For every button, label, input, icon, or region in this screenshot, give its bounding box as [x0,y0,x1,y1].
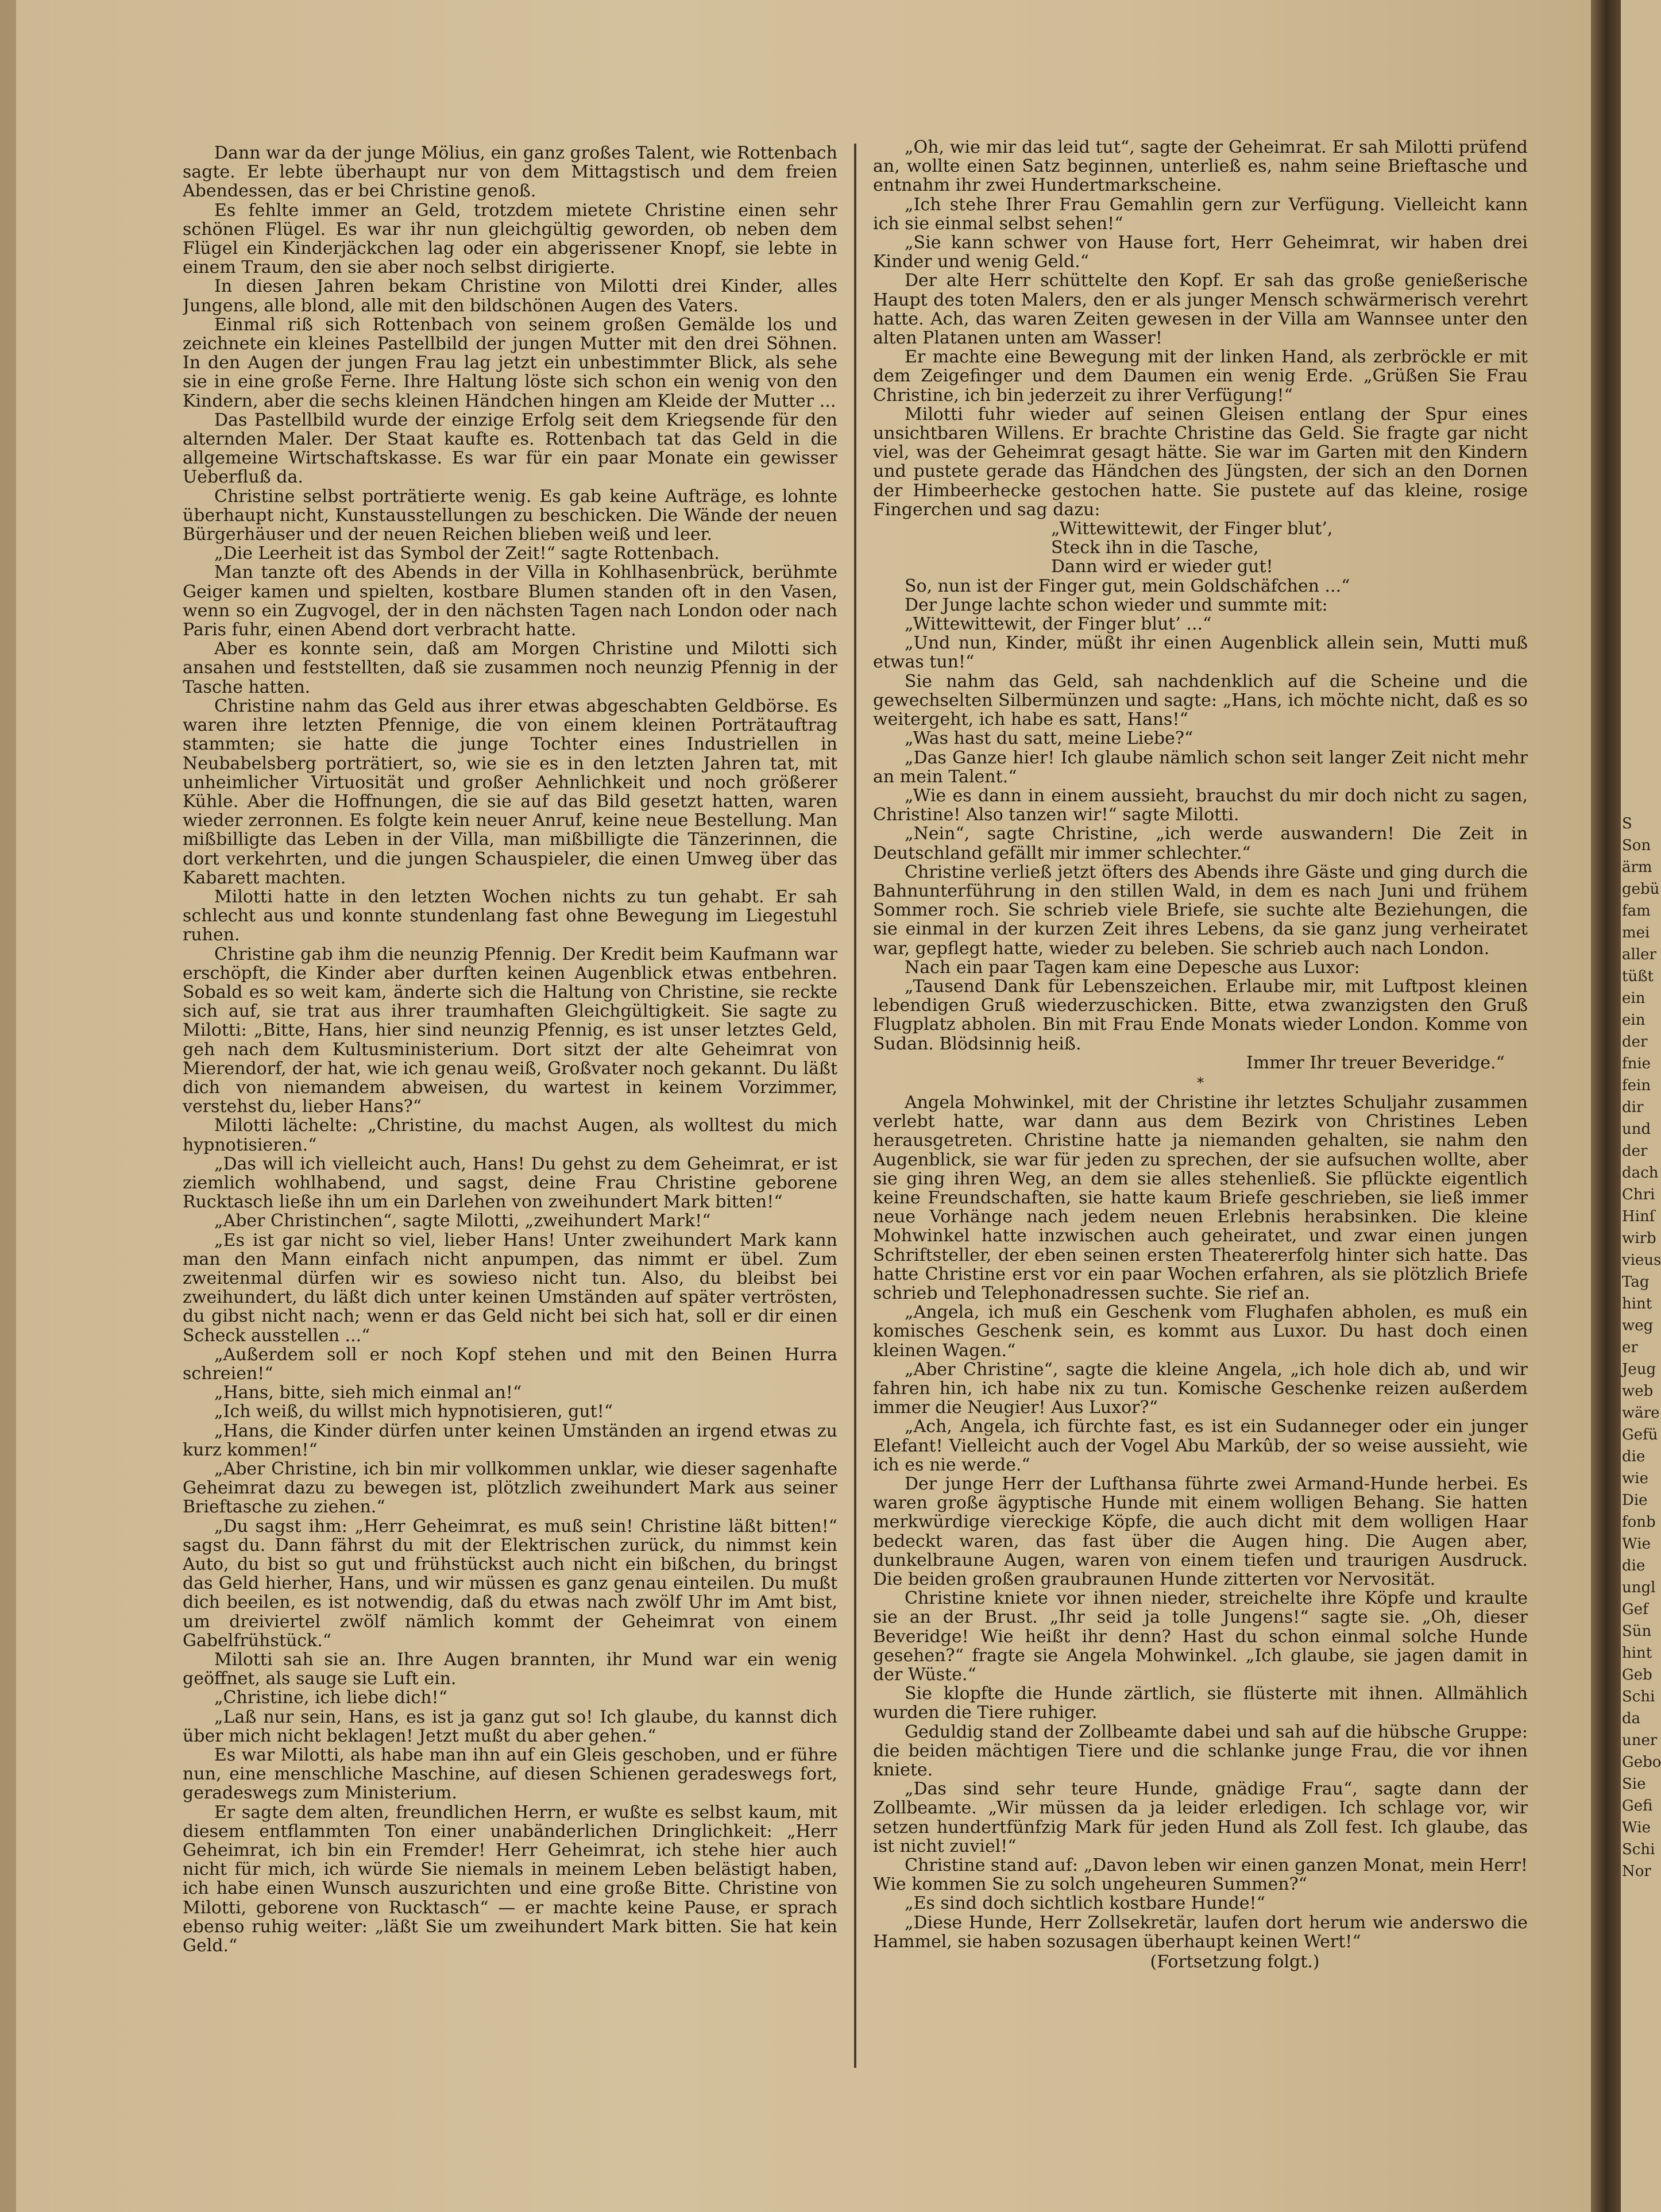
next-page-fragment: S [1622,815,1632,832]
paragraph: „Tausend Dank für Lebenszeichen. Erlaube mir, mit Luftpost kleinen lebendigen Gruß wiederzuschicken. Bitte, etwa zwanzigsten den Gruß Flugplatz abholen. Bin mit Frau Ende Monats wieder London. Komme von Sudan. Blödsinnig heiß. [873,976,1528,1054]
paragraph: „Das will ich vielleicht auch, Hans! Du gehst zu dem Geheimrat, er ist ziemlich wohlhabend, und sagst, deine Frau Christine geborene Rucktasch ließe ihn um ein Darlehen von zweihundert Mark bitten!“ [183,1153,837,1213]
paragraph: „Aber Christine“, sagte die kleine Angela, „ich hole dich ab, und wir fahren hin, ich habe nix zu tun. Komische Geschenke reizen außerdem immer die Neugier! Aus Luxor?“ [873,1359,1528,1418]
paragraph: Aber es konnte sein, daß am Morgen Christine und Milotti sich ansahen und feststellten, daß sie zusammen noch neunzig Pfennig in der Tasche hatten. [183,639,837,697]
next-page-fragment: dir [1622,1099,1644,1116]
right-text-column [873,138,1528,2102]
paragraph: Milotti hatte in den letzten Wochen nichts zu tun gehabt. Er sah schlecht aus und konnte stundenlang fast ohne Bewegung im Liegestuhl ruhen. [183,886,837,945]
next-page-fragment: wirb [1622,1230,1656,1247]
paragraph: „Das sind sehr teure Hunde, gnädige Frau“, sagte dann der Zollbeamte. „Wir müssen da ja leider erledigen. Ich schlage vor, wir setzen hundertfünfzig Mark für jeden Hund als Zoll fest. Ich glaube, das ist nicht zuviel!“ [873,1779,1528,1856]
paragraph: „Christine, ich liebe dich!“ [214,1688,447,1708]
paragraph: Milotti fuhr wieder auf seinen Gleisen entlang der Spur eines unsichtbaren Willens. Er brachte Christine das Geld. Sie fragte gar nicht viel, was der Geheimrat gesagt hätte. Sie war im Garten mit den Kindern und pustete gerade das Händchen des Jüngsten, der sich an den Dornen der Himbeerhecke gestochen hatte. Sie pustete auf das kleine, rosige Fingerchen und sag dazu: [873,404,1528,520]
paragraph: Christine nahm das Geld aus ihrer etwas abgeschabten Geldbörse. Es waren ihre letzten Pfennige, die von einem kleinen Porträtauftrag stammten; sie hatte die junge Tochter eines Industriellen in Neubabelsberg porträtiert, so, wie sie es in den letzten Jahren tat, mit unheimlicher Virtuosität und großer Aehnlichkeit und noch größerer Kühle. Aber die Hoffnungen, die sie auf das Bild gesetzt hatten, waren wieder zerronnen. Es folgte kein neuer Anruf, keine neue Bestellung. Man mißbilligte das Leben in der Villa, man mißbilligte die Tänzerinnen, die dort verkehrten, und die jungen Schauspieler, die einen Umweg über das Kabarett machten. [183,696,837,888]
next-page-fragment: die [1622,1557,1645,1574]
next-page-fragment: Son [1622,837,1651,854]
paragraph: Nach ein paar Tagen kam eine Depesche aus Luxor: [905,957,1360,978]
next-page-fragment: Sün [1622,1623,1652,1640]
left-text-column [183,144,837,2108]
paragraph: „Ich stehe Ihrer Frau Gemahlin gern zur Verfügung. Vielleicht kann ich sie einmal selbst sehen!“ [873,194,1528,234]
next-page-fragment: Chri [1622,1186,1655,1203]
next-page-fragment: der [1622,1033,1648,1051]
paragraph: * [1197,1074,1204,1091]
next-page-fragment: Schi [1622,1841,1655,1858]
next-page-fragment: Tag [1622,1273,1650,1291]
next-page-fragment: hint [1622,1295,1652,1312]
paragraph: Der alte Herr schüttelte den Kopf. Er sah das große genießerische Haupt des toten Malers, den er als junger Mensch schwärmerisch verehrt hatte. Ach, das waren Zeiten gewesen in der Villa am Wannsee unter den alten Platanen unten am Wasser! [873,271,1528,349]
next-page-fragment: dach [1622,1164,1659,1182]
next-page-edge [1621,0,1661,2212]
next-page-fragment: Die [1622,1492,1648,1509]
paragraph: „Nein“, sagte Christine, „ich werde auswandern! Die Zeit in Deutschland gefällt mir immer schlechter.“ [873,824,1528,863]
next-page-fragment: ärm [1622,859,1652,876]
next-page-fragment: mei [1622,924,1650,941]
next-page-fragment: er [1622,1339,1638,1356]
paragraph: Christine gab ihm die neunzig Pfennig. Der Kredit beim Kaufmann war erschöpft, die Kinder aber durften keinen Augenblick etwas entbehren. Sobald es so weit kam, änderte sich die Haltung von Christine, sie reckte sich auf, sie trat aus ihrer traumhaften Gleichgültigkeit. Sie sagte zu Milotti: „Bitte, Hans, hier sind neunzig Pfennig, es ist unser letztes Geld, geh nach dem Kultusministerium. Dort sitzt der alte Geheimrat von Mierendorf, der hat, wie ich genau weiß, Großvater noch gekannt. Du läßt dich von niemandem abweisen, du wartest in keinem Vorzimmer, verstehst du, lieber Hans?“ [183,944,837,1117]
next-page-fragment: Jeug [1622,1361,1656,1378]
paragraph: „Aber Christinchen“, sagte Milotti, „zweihundert Mark!“ [214,1211,711,1232]
next-page-fragment: tüßt [1622,968,1654,985]
paragraph: Christine selbst porträtierte wenig. Es gab keine Aufträge, es lohnte überhaupt nicht, Kunstausstellungen zu beschicken. Die Wände der neuen Bürgerhäuser und der neuen Reichen blieben weiß und leer. [183,486,837,545]
paragraph: „Außerdem soll er noch Kopf stehen und mit den Beinen Hurra schreien!“ [183,1344,837,1384]
next-page-fragment: fam [1622,902,1651,920]
paragraph: „Wittewittewit, der Finger blut’ ...“ [905,614,1212,635]
next-page-fragment: wie [1622,1470,1648,1487]
paragraph: „Es ist gar nicht so viel, lieber Hans! Unter zweihundert Mark kann man den Mann einfach nicht anpumpen, das nimmt er übel. Zum zweitenmal dürfen wir es sowieso nicht tun. Also, du bleibst bei zweihundert, du läßt dich unter keinen Umständen auf später vertrösten, du gibst nicht nach; wenn er das Geld nicht bei sich hat, soll er dir einen Scheck ausstellen ...“ [183,1230,837,1346]
paragraph: In diesen Jahren bekam Christine von Milotti drei Kinder, alles Jungens, alle blond, alle mit den bildschönen Augen des Vaters. [183,276,837,316]
next-page-fragment: Gebo [1622,1754,1661,1771]
paragraph: Er machte eine Bewegung mit der linken Hand, als zerbröckle er mit dem Zeigefinger und dem Daumen ein wenig Erde. „Grüßen Sie Frau Christine, ich bin jederzeit zu ihrer Verfügung!“ [873,347,1528,406]
paragraph: Christine stand auf: „Davon leben wir einen ganzen Monat, mein Herr! Wie kommen Sie zu solch ungeheuren Summen?“ [873,1855,1528,1895]
next-page-fragment: web [1622,1383,1654,1400]
paragraph: „Oh, wie mir das leid tut“, sagte der Geheimrat. Er sah Milotti prüfend an, wollte einen Satz beginnen, unterließ es, nahm seine Brieftasche und entnahm ihr zwei Hundertmarkscheine. [873,138,1528,196]
next-page-fragment: Gef [1622,1601,1648,1618]
next-page-fragment: fnie [1622,1055,1651,1072]
paragraph: Dann wird er wieder gut! [1051,557,1273,577]
next-page-fragment: da [1622,1710,1641,1727]
paragraph: „Was hast du satt, meine Liebe?“ [905,728,1193,749]
paragraph: „Diese Hunde, Herr Zollsekretär, laufen dort herum wie anderswo die Hammel, sie haben sozusagen überhaupt keinen Wert!“ [873,1912,1528,1952]
paragraph: „Es sind doch sichtlich kostbare Hunde!“ [905,1893,1265,1914]
next-page-fragment: weg [1622,1317,1654,1334]
paragraph: (Fortsetzung folgt.) [1150,1952,1320,1972]
paragraph: „Ich weiß, du willst mich hypnotisieren, gut!“ [214,1402,613,1422]
next-page-fragment: Schi [1622,1688,1655,1705]
paragraph: „Die Leerheit ist das Symbol der Zeit!“ sagte Rottenbach. [214,543,720,564]
paragraph: Milotti sah sie an. Ihre Augen brannten, ihr Mund war ein wenig geöffnet, als sauge sie Luft ein. [183,1650,837,1689]
next-page-fragment: vieus [1622,1252,1661,1269]
next-page-fragment: Gefü [1622,1426,1658,1443]
next-page-fragment: Sie [1622,1775,1646,1793]
next-page-fragment: Gefi [1622,1797,1653,1815]
paragraph: „Ach, Angela, ich fürchte fast, es ist ein Sudanneger oder ein junger Elefant! Vielleicht auch der Vogel Abu Markûb, der so weise aussieht, wie ich es nie werde.“ [873,1416,1528,1475]
page-left-edge [0,0,16,2212]
paragraph: „Hans, bitte, sieh mich einmal an!“ [214,1383,522,1403]
next-page-fragment: ein [1622,1012,1645,1029]
paragraph: Steck ihn in die Tasche, [1051,538,1259,558]
next-page-fragment: wäre [1622,1404,1660,1422]
next-page-fragment: die [1622,1448,1645,1465]
paragraph: Geduldig stand der Zollbeamte dabei und sah auf die hübsche Gruppe: die beiden mächtigen Tiere und die schlanke junge Frau, die vor ihnen kniete. [873,1721,1528,1781]
next-page-fragment: fonb [1622,1514,1656,1531]
paragraph: Immer Ihr treuer Beveridge.“ [1246,1052,1505,1073]
paragraph: Sie nahm das Geld, sah nachdenklich auf die Scheine und die gewechselten Silbermünzen und sagte: „Hans, ich möchte nicht, daß es so weitergeht, ich habe es satt, Hans!“ [873,671,1528,730]
paragraph: „Hans, die Kinder dürfen unter keinen Umständen an irgend etwas zu kurz kommen!“ [183,1420,837,1460]
next-page-fragment: Nor [1622,1863,1651,1880]
next-page-fragment: Hinſ [1622,1208,1655,1225]
paragraph: Sie klopfte die Hunde zärtlich, sie flüsterte mit ihnen. Allmählich wurden die Tiere ruhiger. [873,1684,1528,1723]
paragraph: Man tanzte oft des Abends in der Villa in Kohlhasenbrück, berühmte Geiger kamen und spielten, kostbare Blumen standen oft in den Vasen, wenn so ein Zugvogel, der in den nächsten Tagen nach London oder nach Paris fuhr, einen Abend dort verbracht hatte. [183,562,837,640]
paragraph: „Laß nur sein, Hans, es ist ja ganz gut so! Ich glaube, du kannst dich über mich nicht beklagen! Jetzt mußt du aber gehen.“ [183,1707,837,1746]
paragraph: „Wittewittewit, der Finger blut’, [1051,519,1333,539]
paragraph: Es war Milotti, als habe man ihn auf ein Gleis geschoben, und er führe nun, eine menschliche Maschine, auf diesen Schienen geradeswegs fort, geradeswegs zum Ministerium. [183,1745,837,1804]
paragraph: „Du sagst ihm: „Herr Geheimrat, es muß sein! Christine läßt bitten!“ sagst du. Dann fährst du mit der Elektrischen zurück, du nimmst kein Auto, du bist so gut und frühstückst auch nicht ein bißchen, du bringst das Geld hierher, Hans, und wir müssen es ganz genau einteilen. Du mußt dich beeilen, es ist notwendig, daß du etwas nach zwölf Uhr im Amt bist, um dreiviertel zwölf nämlich kommt der Geheimrat von einem Gabelfrühstück.“ [183,1516,837,1651]
paragraph: Christine verließ jetzt öfters des Abends ihre Gäste und ging durch die Bahnunterführung in den stillen Wald, in dem es nach Juni und frühem Sommer roch. Sie schrieb viele Briefe, sie suchte alte Beziehungen, die sie einmal in der kurzen Zeit ihres Lebens, da sie ganz jung verheiratet war, gepflegt hatte, wieder zu beleben. Sie schrieb auch nach London. [873,862,1528,959]
paragraph: Einmal riß sich Rottenbach von seinem großen Gemälde los und zeichnete ein kleines Pastellbild der jungen Mutter mit den drei Söhnen. In den Augen der jungen Frau lag jetzt ein unbestimmter Blick, als sehe sie in eine große Ferne. Ihre Haltung löste sich schon ein wenig von den Kindern, aber die sechs kleinen Händchen hingen am Kleide der Mutter ... [183,314,837,411]
paragraph: „Angela, ich muß ein Geschenk vom Flughafen abholen, es muß ein komisches Geschenk sein, es kommt aus Luxor. Du hast doch einen kleinen Wagen.“ [873,1302,1528,1361]
paragraph: So, nun ist der Finger gut, mein Goldschäfchen ...“ [905,576,1350,596]
next-page-fragment: hint [1622,1644,1652,1662]
paragraph: Er sagte dem alten, freundlichen Herrn, er wußte es selbst kaum, mit diesem entflammten Ton einer unabänderlichen Dringlichkeit: „Herr Geheimrat, ich bin ein Fremder! Herr Geheimrat, ich stehe hier auch nicht für mich, ich würde Sie niemals in meinem Leben belästigt haben, ich habe einen Wunsch auszurichten und eine große Bitte. Christine von Milotti, geborene von Rucktasch“ — er machte keine Pause, er sprach ebenso ruhig weiter: „läßt Sie um zweihundert Mark bitten. Sie hat kein Geld.“ [183,1802,837,1956]
next-page-fragment: Geb [1622,1666,1652,1684]
paragraph: Der junge Herr der Lufthansa führte zwei Armand-Hunde herbei. Es waren große ägyptische Hunde mit einem wolligen Behang. Sie hatten merkwürdige viereckige Köpfe, die auch dicht mit dem wolligen Haar bedeckt waren, das fast über die Augen hing. Die Augen aber, dunkelbraune Augen, waren von einem tiefen und traurigen Ausdruck. Die beiden großen graubraunen Hunde zitterten vor Nervosität. [873,1474,1528,1590]
paragraph: „Wie es dann in einem aussieht, brauchst du mir doch nicht zu sagen, Christine! Also tanzen wir!“ sagte Milotti. [873,785,1528,825]
next-page-fragment: Wie [1622,1819,1651,1836]
paragraph: Das Pastellbild wurde der einzige Erfolg seit dem Kriegsende für den alternden Maler. Der Staat kaufte es. Rottenbach tat das Geld in die allgemeine Wirtschaftskasse. Es war für ein paar Monate ein gewisser Ueberfluß da. [183,410,837,488]
next-page-fragment: der [1622,1142,1648,1160]
next-page-fragment: gebü [1622,881,1660,898]
paragraph: Dann war da der junge Mölius, ein ganz großes Talent, wie Rottenbach sagte. Er lebte überhaupt nur von dem Mittagstisch und dem freien Abendessen, das er bei Christine genoß. [183,144,837,202]
next-page-fragment: ungl [1622,1579,1656,1596]
book-gutter [1591,0,1621,2212]
paragraph: Milotti lächelte: „Christine, du machst Augen, als wolltest du mich hypnotisieren.“ [183,1115,837,1155]
next-page-fragment: uner [1622,1732,1658,1749]
next-page-fragment: Wie [1622,1535,1651,1553]
paragraph: „Und nun, Kinder, müßt ihr einen Augenblick allein sein, Mutti muß etwas tun!“ [873,633,1528,673]
next-page-fragment: ein [1622,990,1645,1007]
paragraph: Christine kniete vor ihnen nieder, streichelte ihre Köpfe und kraulte sie an der Brust. „Ihr seid ja tolle Jungens!“ sagte sie. „Oh, dieser Beveridge! Wie heißt ihr denn? Hast du schon einmal solche Hunde gesehen?“ fragte sie Angela Mohwinkel. „Ich glaube, sie jagen damit in der Wüste.“ [873,1588,1528,1685]
next-page-fragment: aller [1622,946,1656,963]
column-divider [854,144,856,2068]
next-page-fragment: und [1622,1121,1651,1138]
paragraph: „Aber Christine, ich bin mir vollkommen unklar, wie dieser sagenhafte Geheimrat dazu zu bewegen ist, plötzlich zweihundert Mark aus seiner Brieftasche zu ziehen.“ [183,1459,837,1518]
paragraph: Es fehlte immer an Geld, trotzdem mietete Christine einen sehr schönen Flügel. Es war ihr nun gleichgültig geworden, ob neben dem Flügel ein Kinderjäckchen lag oder ein abgerissener Knopf, sie lebte in einem Traum, den sie aber noch selbst dirigierte. [183,200,837,278]
paragraph: Angela Mohwinkel, mit der Christine ihr letztes Schuljahr zusammen verlebt hatte, war dann aus dem Bezirk von Christines Leben herausgetreten. Christine hatte ja niemanden gehalten, sie nahm den Augenblick, sie war für jeden zu sprechen, der sie aufsuchen wollte, aber sie ging ihren Weg, an dem sie alles stehenließ. Sie pflückte eigentlich keine Freundschaften, sie hatte kaum Briefe geschrieben, sie ließ immer neue Vorhänge nach jedem neuen Erlebnis herabsinken. Die kleine Mohwinkel hatte inzwischen auch geheiratet, und zwar einen jungen Schriftsteller, der eben seinen ersten Theatererfolg hinter sich hatte. Das hatte Christine erst vor ein paar Wochen erfahren, als sie plötzlich Briefe schrieb und Telephonadressen suchte. Sie rief an. [873,1092,1528,1303]
next-page-fragment: fein [1622,1077,1651,1094]
paragraph: Der Junge lachte schon wieder und summte mit: [905,595,1328,615]
paragraph: „Sie kann schwer von Hause fort, Herr Geheimrat, wir haben drei Kinder und wenig Geld.“ [873,233,1528,272]
paragraph: „Das Ganze hier! Ich glaube nämlich schon seit langer Zeit nicht mehr an mein Talent.“ [873,747,1528,787]
